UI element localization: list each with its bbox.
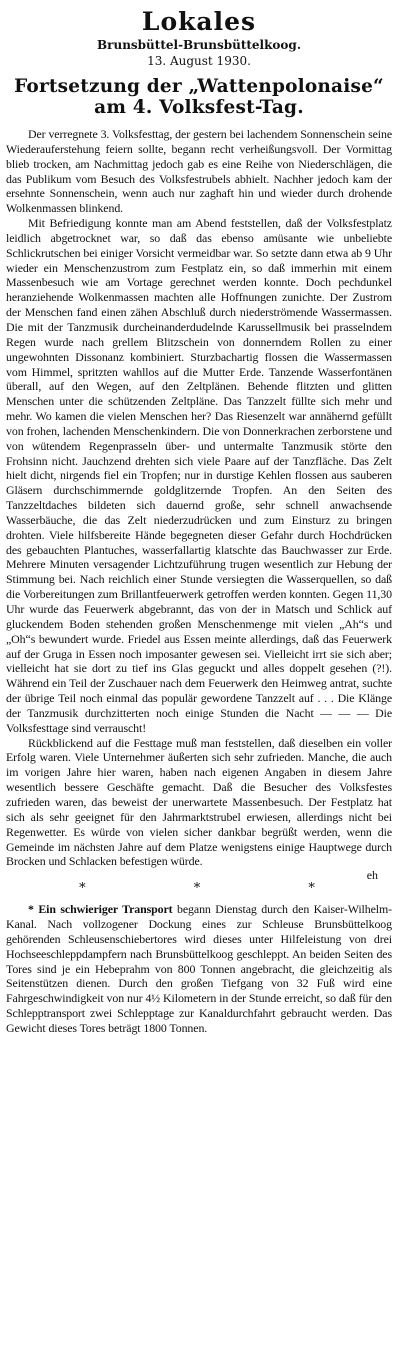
author-signature: eh bbox=[366, 868, 378, 883]
article-body bbox=[6, 127, 392, 881]
article-paragraph-1: Der verregnete 3. Volksfesttag, der gestern bei lachendem Sonnenschein seine Wiederauferstehung feiern sollte, begann recht verheißungsvoll. Der Vormittag blieb trocken, am Nachmittag jedoch gab es eine Reihe von Niederschlägen, die das Publikum vom Besuch des Volksfestrubels abhielt. Nachher jedoch kam der ersehnte Sonnenschein, wenn auch nur zaghaft hin und wieder durch drohende Wolkenmassen blinkend. bbox=[6, 127, 392, 216]
article-headline bbox=[6, 76, 392, 118]
headline-line-1: Fortsetzung der „Wattenpolonaise“ bbox=[14, 76, 384, 97]
notice-text: begann Dienstag durch den Kaiser-Wilhelm-Kanal. Nach vollzogener Dockung eines zur Schleuse Brunsbüttelkoog gehörenden Schleusenschiebertores wird dieses unter Hilfeleistung von drei Hochseeschleppdampfern nach Brunsbüttelkoog geschleppt. An beiden Seiten des Tores sind je ein Hebeprahm von 800 Tonnen angebracht, die gleichzeitig als Seitenstützen dienen. Durch den großen Tiefgang von 32 Fuß wird eine Fahrgeschwindigkeit von nur 4½ Kilometern in der Stunde erreicht, so daß für den Schlepptransport zwei Schlepptage zur Kanaldurchfahrt gebraucht werden. Das Gewicht dieses Tores beträgt 1800 Tonnen. bbox=[6, 902, 392, 1035]
section-place: Brunsbüttel-Brunsbüttelkoog. bbox=[97, 38, 301, 52]
section-separator: * * * bbox=[79, 881, 367, 897]
article-paragraph-2: Mit Befriedigung konnte man am Abend feststellen, daß der Volksfestplatz leidlich abgetrocknet war, so daß das ebenso amüsante wie unbeliebte Schlickrutschen bei einiger Vorsicht vermeidbar war. So setzte dann etwa ab 9 Uhr wieder ein Menschenzustrom zum Festplatz ein, so daß immerhin mit einem Massenbesuch wie am Vortage gerechnet werden konnte. Doch pechdunkel heranziehende Wolkenmassen machten alle Hoffnungen zunichte. Der Zustrom der Menschen fand einen zähen Abschluß durch niederströmende Wassermassen. Die mit der Tanzmusik durcheinanderdudelnde Karussellmusik bei prasselndem Regen wurde nach grellem Blitzschein von donnerndem Rollen zu einer ungewohnten Dissonanz kombiniert. Sturzbachartig flossen die Wassermassen vom Himmel, spritzten wahllos auf die Mutter Erde. Tanzende Wasserfontänen überall, auf den Wegen, auf den Zeltplänen. Behende flitzten und glitten Menschen unter die schützenden Zeltpläne. Das Tanzzelt füllte sich mehr und mehr. Wo kamen die vielen Menschen her? Das Riesenzelt war annähernd gefüllt von frohen, lachenden Menschenkindern. Die von Donnerkrachen zerborstene und von wütendem Regenprasseln über- und untermalte Tanzmusik störte den Frohsinn nicht. Jauchzend drehten sich viele Paare auf der Tanzfläche. Das Zelt hielt dicht, nirgends fiel ein Tropfen; nur in durstige Kehlen flossen aus sauberen Gläsern durchschimmernde goldglitzernde Tropfen. An den Seiten des Tanzzeltdaches bildeten sich dauernd große, sehr schnell anwachsende Wasserbäuche, die das Zelt niederzudrücken und zum Einsturz zu bringen drohten. Viele hilfsbereite Hände begegneten dieser Gefahr durch Hochdrücken des gebauchten Plantuches, wasserfallartig klatschte das Bauchwasser zur Erde. Mehrere Minuten versagender Lichtzuführung trugen wesentlich zur Hebung der Stimmung bei. Nach reichlich einer Stunde versiegten die Wasserquellen, so daß die Vorbereitungen zum Brillantfeuerwerk getroffen werden konnten. Gegen 11,30 Uhr wurde das Feuerwerk abgebrannt, das von der in Matsch und Schlick auf gluckendem Boden stehenden großen Menschenmenge mit vielen „Ah“s und „Oh“s bewundert wurde. Friedel aus Essen meinte allerdings, daß das Feuerwerk auf der Gruga in Essen noch imposanter gewesen sei. Vielleicht irrt sie sich aber; vielleicht hat sie dort zu tief ins Glas geguckt und alles doppelt gesehen (?!). Während ein Teil der Zuschauer nach dem Feuerwerk den Heimweg antrat, suchte der übrige Teil noch einmal das populär gewordene Tanzzelt auf . . . Die Klänge der Tanzmusik durchzitterten noch einige Stunden die Nacht — — — Die Volksfesttage sind verrauscht! bbox=[6, 216, 392, 735]
article-paragraph-3: Rückblickend auf die Festtage muß man feststellen, daß dieselben ein voller Erfolg waren. Viele Unternehmer äußerten sich sehr zufrieden. Manche, die auch im vorigen Jahre hier waren, haben nach eigenen Angaben in diesem Jahre wesentlich bessere Geschäfte gemacht. Daß die Besucher des Volksfestes zufrieden waren, das beweist der unerwartete Massenbesuch. Der Festplatz hat sich als sehr geeignet für den Jahrmarktstrubel erwiesen, allerdings nicht bei Regenwetter. Es würde von vielen sicher dankbar begrüßt werden, wenn die Gemeinde im nächsten Jahre auf dem Platze wenigstens einige Hauptwege durch Brocken und Schlacken befestigen würde. bbox=[6, 735, 392, 869]
issue-date: 13. August 1930. bbox=[147, 54, 251, 68]
notice-paragraph bbox=[6, 902, 392, 1036]
section-title: Lokales bbox=[141, 7, 257, 36]
headline-line-2: am 4. Volksfest-Tag. bbox=[94, 97, 304, 118]
notice-lead: * Ein schwieriger Transport bbox=[28, 902, 173, 917]
